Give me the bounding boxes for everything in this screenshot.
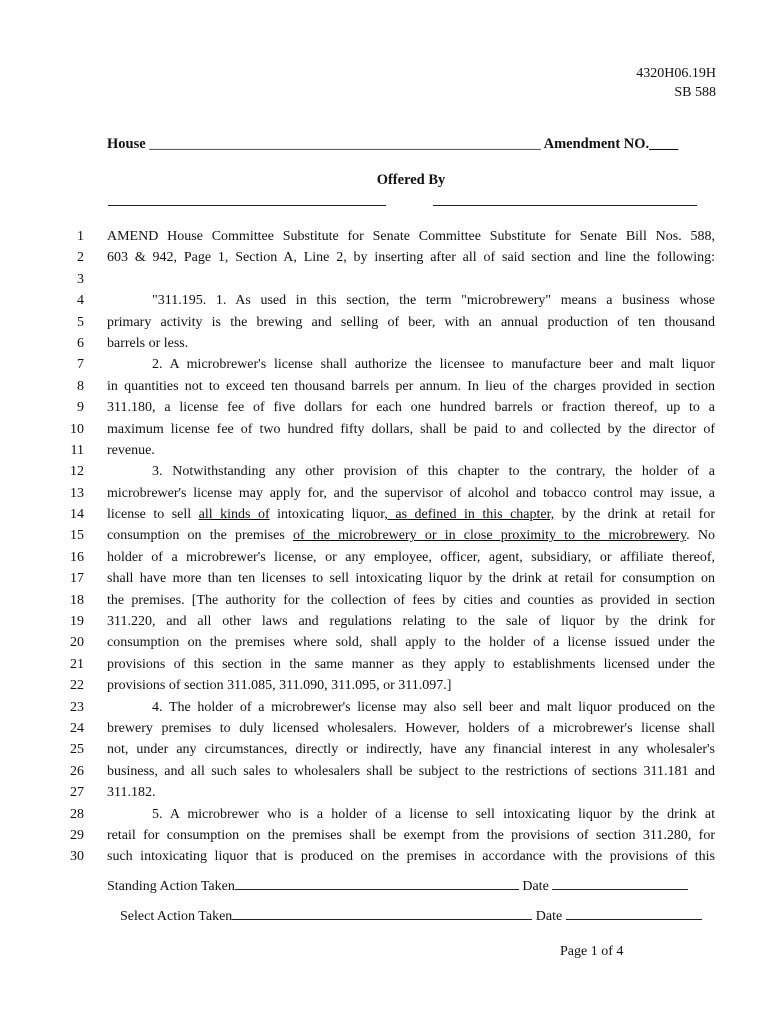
line-text [107,825,715,846]
line-segment: barrels or less. [107,335,189,351]
line-segment: AMEND House Committee Substitute for Senate Committee Substitute for Senate Bill Nos. 588, [107,229,715,244]
standing-date-blank [552,877,688,890]
line-text [107,697,715,718]
line-number: 18 [70,592,84,608]
document-line [0,547,770,568]
line-segment: 603 & 942, Page 1, Section A, Line 2, by inserting after all of said section and line the following: [107,250,715,266]
line-number: 25 [70,742,84,758]
line-segment: . No [686,528,715,544]
select-action-blank [232,907,532,920]
document-code: 4320H06.19H [636,66,716,81]
line-segment: such intoxicating liquor that is produced on the premises in accordance with the provisions of this [107,849,715,865]
document-line [0,718,770,739]
line-segment: provisions of section 311.085, 311.090, 311.095, or 311.097.] [107,678,452,694]
line-segment: 311.180, a license fee of five dollars for each one hundred barrels or fraction thereof, up to a [107,400,715,416]
line-text [107,846,715,867]
line-segment: revenue. [107,442,155,458]
line-text [107,461,715,482]
house-blank: ______________________________________________________ [149,136,541,152]
line-number: 30 [70,849,84,865]
line-number: 15 [70,528,84,544]
document-line [0,440,770,461]
document-line [0,247,770,268]
document-line [0,568,770,589]
line-segment: brewery premises to duly licensed wholesalers. However, holders of a microbrewer's license shall [107,720,715,736]
line-number: 5 [77,314,84,330]
line-number: 17 [70,571,84,587]
house-amendment-line [107,136,678,153]
line-text [107,419,715,440]
line-segment: consumption on the premises where sold, shall apply to the holder of a license issued under the [107,635,715,651]
document-line [0,675,770,696]
line-text [107,568,715,589]
line-segment: microbrewer's license may apply for, and the supervisor of alcohol and tobacco control may issue, a [107,485,715,501]
offered-by-signature-line-right [433,205,697,206]
document-line [0,739,770,760]
line-number: 21 [70,656,84,672]
document-line [0,461,770,482]
line-segment: by the drink at retail for [554,507,716,523]
line-text [107,525,715,546]
line-segment: 311.182. [107,785,156,801]
line-number: 20 [70,635,84,651]
line-number: 11 [70,442,84,458]
standing-date-label: Date [522,879,549,894]
line-text [107,782,715,803]
line-segment: primary activity is the brewing and selling of beer, with an annual production of ten thousand [107,314,715,330]
line-number: 23 [70,699,84,715]
document-line [0,654,770,675]
document-line [0,290,770,311]
line-text [107,440,715,461]
standing-action-label: Standing Action Taken [107,879,235,894]
document-line [0,333,770,354]
line-number: 26 [70,763,84,779]
document-line [0,825,770,846]
amendment-body [0,226,770,868]
line-text [107,247,715,268]
document-header [636,64,716,102]
line-number: 6 [77,335,84,351]
offered-by-label: Offered By [376,172,446,188]
line-text [107,804,715,825]
line-segment: not, under any circumstances, directly or indirectly, have any financial interest in any wholesaler's [107,742,715,758]
line-number: 10 [70,421,84,437]
document-line [0,419,770,440]
line-number: 28 [70,806,84,822]
select-action-line [120,907,702,925]
document-line [0,804,770,825]
underlined-insertion: , as defined in this chapter, [384,507,555,523]
line-text [107,483,715,504]
bill-number: SB 588 [674,85,716,100]
line-segment: consumption on the premises [107,528,293,544]
document-line [0,632,770,653]
line-number: 9 [77,400,84,416]
line-number: 22 [70,678,84,694]
line-text [107,739,715,760]
document-line [0,312,770,333]
document-line [0,590,770,611]
line-number: 7 [77,357,84,373]
offered-by-signature-line-left [108,205,386,206]
line-text [107,718,715,739]
line-number: 13 [70,485,84,501]
document-line [0,611,770,632]
line-text [107,632,715,653]
line-segment: 2. A microbrewer's license shall authorize the licensee to manufacture beer and malt liquor [152,357,715,373]
select-date-blank [566,907,702,920]
line-segment: license to sell [107,507,199,523]
document-line [0,846,770,867]
line-segment: 3. Notwithstanding any other provision of this chapter to the contrary, the holder of a [152,464,715,480]
amendment-number-label: Amendment NO.____ [543,136,679,152]
line-text [107,226,715,247]
line-number: 12 [70,464,84,480]
underlined-insertion: of the microbrewery or in close proximity to the microbrewery [292,528,687,544]
line-segment: holder of a microbrewer's license, or any employee, officer, agent, subsidiary, or affiliate thereof, [107,549,715,565]
line-text [107,547,715,568]
line-text [107,611,715,632]
line-segment: 4. The holder of a microbrewer's license may also sell beer and malt liquor produced on the [152,699,715,715]
standing-action-line [107,877,688,895]
standing-action-blank [235,877,519,890]
select-date-label: Date [535,909,563,924]
document-line [0,697,770,718]
document-line [0,226,770,247]
line-text [107,504,715,525]
document-line [0,504,770,525]
line-segment: "311.195. 1. As used in this section, the term "microbrewery" means a business whose [152,293,715,309]
line-text [107,376,715,397]
line-segment: business, and all such sales to wholesalers shall be subject to the restrictions of sections 311.181 and [107,763,715,779]
line-segment: in quantities not to exceed ten thousand barrels per annum. In lieu of the charges provided in section [107,378,715,394]
line-number: 4 [77,293,84,309]
line-segment: intoxicating liquor [269,507,385,523]
select-action-label: Select Action Taken [120,909,233,924]
line-segment: 5. A microbrewer who is a holder of a license to sell intoxicating liquor by the drink at [152,806,715,822]
document-line [0,483,770,504]
line-segment: maximum license fee of two hundred fifty dollars, shall be paid to and collected by the director of [107,421,715,437]
document-line [0,376,770,397]
line-text [107,397,715,418]
line-number: 2 [77,250,84,266]
line-number: 8 [77,378,84,394]
line-text [107,290,715,311]
underlined-insertion: all kinds of [198,507,270,523]
document-line [0,397,770,418]
document-line [0,269,770,290]
line-number: 3 [77,271,84,287]
line-text [107,312,715,333]
line-text [107,654,715,675]
line-text [107,590,715,611]
line-text [107,761,715,782]
line-segment: provisions of this section in the same manner as they apply to establishments licensed under the [107,656,715,672]
line-segment: retail for consumption on the premises shall be exempt from the provisions of section 311.280, for [107,827,715,843]
line-number: 1 [77,229,84,244]
document-line [0,525,770,546]
line-number: 14 [70,507,84,523]
document-line [0,782,770,803]
line-text [107,333,715,354]
house-label: House [107,136,146,152]
line-number: 19 [70,614,84,630]
line-number: 27 [70,785,84,801]
line-number: 29 [70,827,84,843]
document-line [0,354,770,375]
line-segment: 311.220, and all other laws and regulations relating to the sale of liquor by the drink for [107,614,715,630]
line-number: 24 [70,720,84,736]
line-number: 16 [70,549,84,565]
line-text [107,354,715,375]
page-number: Page 1 of 4 [560,944,624,959]
line-text [107,675,715,696]
line-segment: the premises. [The authority for the collection of fees by cities and counties as provided in section [107,592,715,608]
document-line [0,761,770,782]
line-segment: shall have more than ten licenses to sell intoxicating liquor by the drink at retail for consumption on [107,571,715,587]
